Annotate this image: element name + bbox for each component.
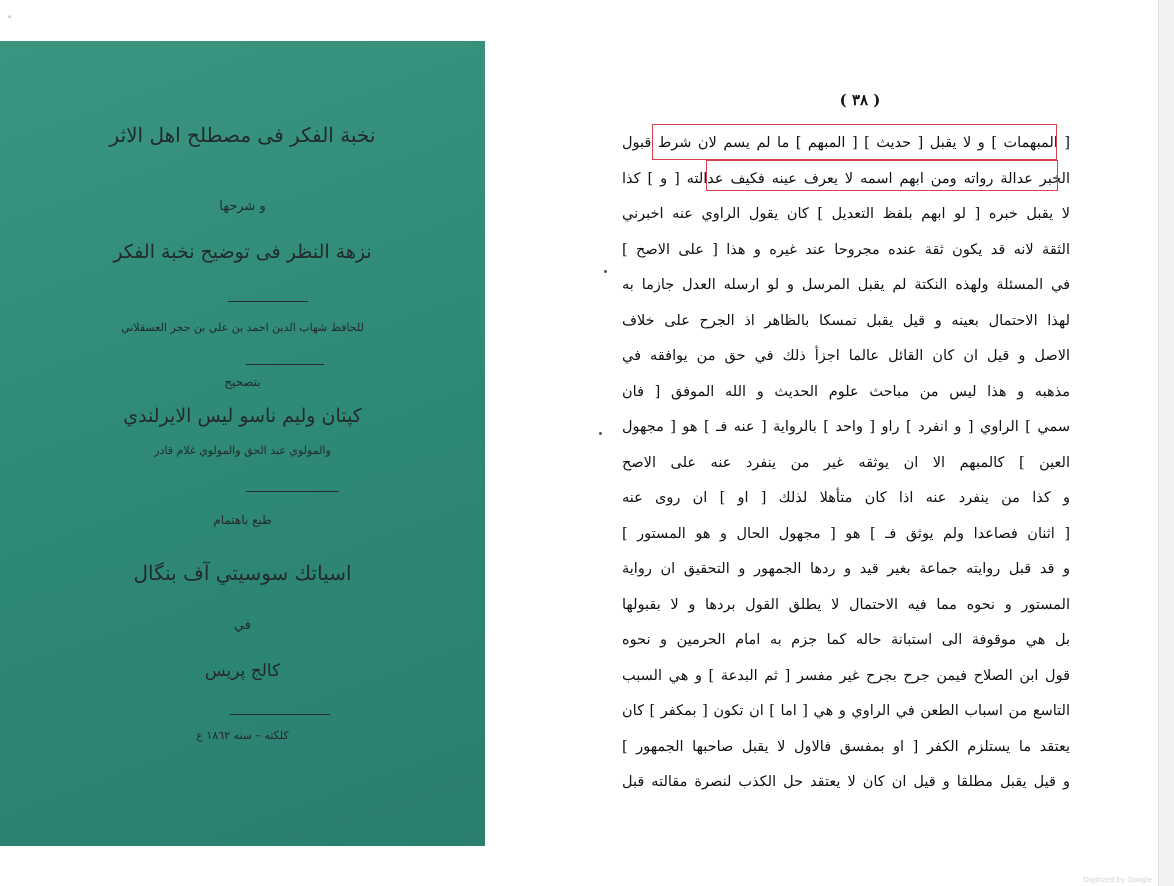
cover-title: نخبة الفكر فى مصطلح اهل الاثر bbox=[109, 123, 376, 147]
cover-author: للحافظ شهاب الدين احمد بن علي بن حجر العسقلاني bbox=[121, 321, 364, 334]
text-line: و قد قبل روايته جماعة بغير قيد و ردها الجمهور و التحقيق ان رواية bbox=[622, 561, 1070, 577]
cover-society: اسياتك سوسيتي آف بنگال bbox=[133, 561, 352, 585]
cover-editor-co: والمولوي عبد الحق والمولوي غلام قادر bbox=[154, 444, 331, 457]
highlight-box bbox=[706, 160, 1058, 191]
cover-printed-label: طبع باهتمام bbox=[213, 513, 272, 527]
text-line: الاصل و قيل ان كان القائل عالما اجزأ ذلك في حق من يوافقه في bbox=[622, 348, 1070, 364]
cover-divider bbox=[228, 301, 308, 302]
highlight-box bbox=[652, 124, 1057, 160]
cover-editing-label: بتصحيح bbox=[224, 375, 261, 389]
cover-press: كالج پريس bbox=[204, 661, 281, 681]
book-cover-image bbox=[0, 41, 485, 846]
cover-fi: في bbox=[233, 618, 252, 633]
text-line: سمي ] الراوي [ و انفرد ] راو [ واحد ] بالرواية [ عنه فـ ] هو [ مجهول bbox=[622, 419, 1070, 435]
text-line: المستور و نحوه مما فيه الاحتمال لا يطلق القول بردها و لا بقبولها bbox=[622, 596, 1070, 613]
cover-editor-main: كپتان وليم ناسو ليس الايرلندي bbox=[123, 405, 362, 427]
page-text bbox=[622, 126, 1070, 801]
text-line: مذهبه و هذا ليس من مباحث علوم الحديث و الله الموفق [ فان bbox=[622, 383, 1070, 400]
watermark: Digitized by Google bbox=[1083, 876, 1152, 884]
scan-speck bbox=[599, 432, 602, 435]
text-line: في المسئلة ولهذه النكتة لم يقبل المرسل و لو ارسله العدل جازما به bbox=[622, 277, 1070, 293]
text-line: [ المبهمات ] و لا يقبل [ حديث ] [ المبهم ] ما لم يسم لان شرط قبول bbox=[622, 135, 1070, 151]
text-line: لا يقبل خبره [ لو ابهم بلفظ التعديل ] كان يقول الراوي عنه اخبرني bbox=[622, 206, 1070, 222]
text-line: الخبر عدالة رواته ومن ابهم اسمه لا يعرف عينه فكيف عدالته [ و ] كذا bbox=[622, 170, 1070, 187]
text-line: [ اثنان فصاعدا ولم يوثق فـ ] هو [ مجهول الحال و هو المستور ] bbox=[622, 525, 1070, 542]
text-line: العين ] كالمبهم الا ان يوثقه غير من ينفرد عنه على الاصح bbox=[622, 454, 1070, 471]
text-line: بل هي موقوفة الى استبانة حاله كما جزم به امام الحرمين و نحوه bbox=[622, 632, 1070, 648]
scan-speck bbox=[604, 270, 607, 273]
cover-divider bbox=[230, 714, 330, 715]
text-line: التاسع من اسباب الطعن في الراوي و هي [ اما ] ان تكون [ بمكفر ] كان bbox=[622, 703, 1070, 719]
vertical-scrollbar[interactable] bbox=[1158, 0, 1174, 886]
text-line: الثقة لانه قد يكون ثقة عنده مجروحا عند غيره و هذا [ على الاصح ] bbox=[622, 241, 1070, 258]
corner-mark: ᵃ bbox=[8, 14, 12, 24]
cover-sharhuha: و شرحها bbox=[219, 199, 266, 214]
text-line: و كذا من ينفرد عنه اذا كان متأهلا لذلك [ او ] ان روى عنه bbox=[622, 490, 1070, 506]
cover-divider bbox=[246, 491, 339, 492]
cover-date: كلكته – سنه ١٨٦٢ ع bbox=[196, 729, 289, 742]
text-line: يعتقد ما يستلزم الكفر [ او بمفسق فالاول لا يقبل صاحبها الجمهور ] bbox=[622, 738, 1070, 755]
text-line: لهذا الاحتمال بعينه و قيل يقبل تمسكا بالظاهر اذ الجرح على خلاف bbox=[622, 312, 1070, 329]
text-line: و قيل يقبل مطلقا و قيل ان كان لا يعتقد حل الكذب لنصرة مقالته قبل bbox=[622, 774, 1070, 790]
cover-subtitle: نزهة النظر فى توضيح نخبة الفكر bbox=[113, 241, 372, 263]
text-line: قول ابن الصلاح فيمن جرح بجرح غير مفسر [ ثم البدعة ] و هي السبب bbox=[622, 667, 1070, 684]
page-number: ( ٣٨ ) bbox=[839, 91, 881, 109]
cover-divider bbox=[246, 364, 324, 365]
